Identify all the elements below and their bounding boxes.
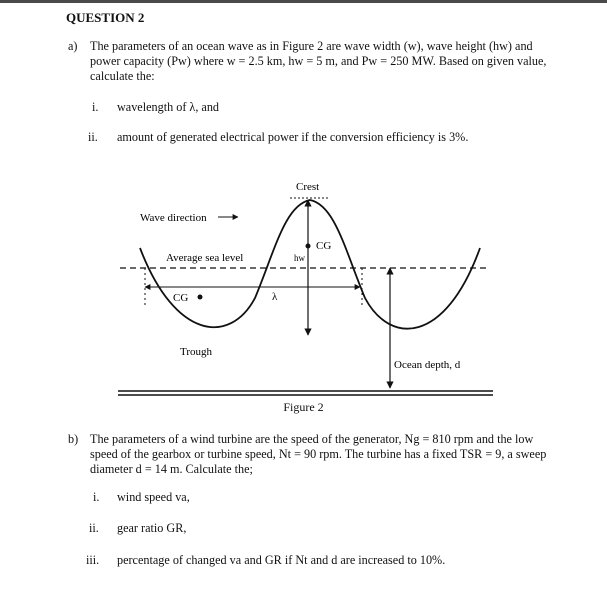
part-b-item-1-number: i. (93, 490, 100, 504)
wave-figure (0, 170, 607, 405)
crest-label: Crest (296, 181, 320, 193)
part-b-line-3: diameter d = 14 m. Calculate the; (90, 462, 253, 476)
part-a-item-2-number: ii. (88, 130, 98, 144)
average-sea-level-label: Average sea level (166, 252, 244, 264)
part-b-item-2-text: gear ratio GR, (117, 521, 187, 535)
part-b-line-2: speed of the gearbox or turbine speed, Nt = 90 rpm. The turbine has a fixed TSR = 9, a sweep (90, 447, 547, 461)
part-a-item-1-number: i. (92, 100, 99, 114)
part-a-item-2-text: amount of generated electrical power if the conversion efficiency is 3%. (117, 130, 469, 144)
part-b-item-1-text: wind speed va, (117, 490, 190, 504)
part-b-label: b) (68, 432, 79, 446)
part-a-item-1-text: wavelength of λ, and (117, 100, 220, 114)
part-a-label: a) (68, 39, 78, 53)
part-b-item-2-number: ii. (89, 521, 99, 535)
part-a-line-2: power capacity (Pw) where w = 2.5 km, hw = 5 m, and Pw = 250 MW. Based on given value, (90, 54, 547, 68)
ocean-depth-label: Ocean depth, d (394, 359, 461, 371)
lambda-label: λ (272, 291, 278, 303)
part-b-item-3-number: iii. (86, 553, 100, 567)
figure-caption: Figure 2 (283, 400, 324, 414)
trough-label: Trough (180, 346, 212, 358)
wave-direction-label: Wave direction (140, 212, 207, 224)
part-b-item-3-text: percentage of changed va and GR if Nt and d are increased to 10%. (117, 553, 446, 567)
hw-label: hw (294, 253, 305, 263)
cg-left-label: CG (173, 292, 189, 304)
cg-top-label: CG (316, 240, 332, 252)
top-border (0, 0, 607, 3)
cg-left-dot (198, 295, 203, 300)
part-b-line-1: The parameters of a wind turbine are the speed of the generator, Ng = 810 rpm and the low (90, 432, 534, 446)
part-a-line-3: calculate the: (90, 69, 155, 83)
cg-top-dot (306, 244, 311, 249)
question-heading: QUESTION 2 (66, 10, 145, 25)
part-a-line-1: The parameters of an ocean wave as in Figure 2 are wave width (w), wave height (hw) and (90, 39, 533, 53)
